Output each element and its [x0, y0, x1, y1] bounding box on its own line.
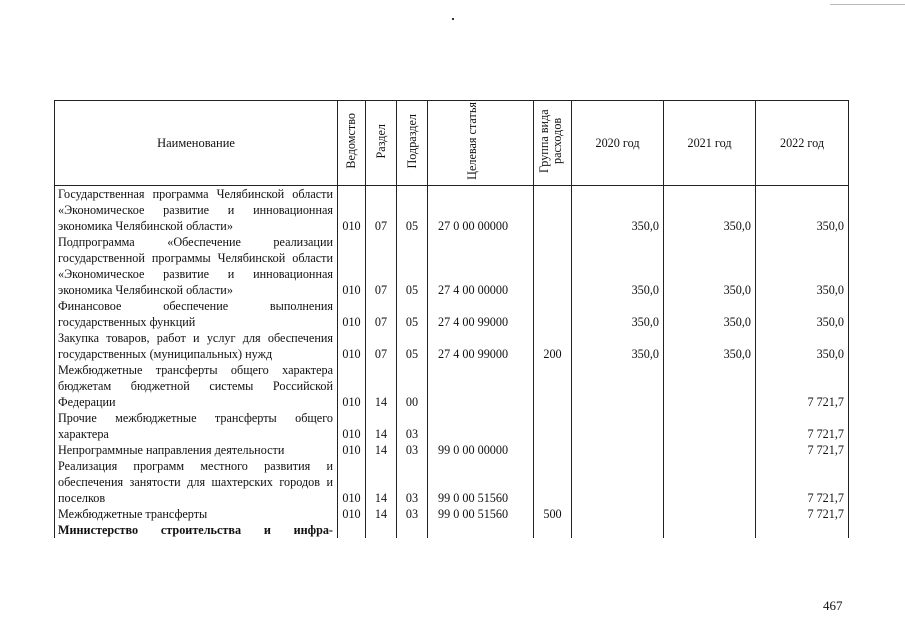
header-razdel: Раздел	[366, 101, 397, 186]
row-tselevaya-statya: 99 0 00 00000	[428, 442, 534, 458]
row-vedomstvo: 010	[338, 362, 366, 410]
row-gruppa-vida-raskhodov	[534, 442, 572, 458]
row-value-2021: 350,0	[664, 186, 756, 235]
row-value-2020: 350,0	[572, 330, 664, 362]
row-value-2022: 7 721,7	[756, 458, 849, 506]
row-tselevaya-statya: 27 0 00 00000	[428, 186, 534, 235]
header-podrazdel: Подраздел	[397, 101, 428, 186]
row-podrazdel	[397, 522, 428, 538]
row-gruppa-vida-raskhodov	[534, 362, 572, 410]
row-vedomstvo: 010	[338, 298, 366, 330]
row-razdel: 14	[366, 458, 397, 506]
row-value-2021	[664, 506, 756, 522]
row-value-2022	[756, 522, 849, 538]
row-name: Закупка товаров, работ и услуг для обеспечения государственных (муниципальных) нужд	[55, 330, 338, 362]
row-name: Прочие межбюджетные трансферты общего характера	[55, 410, 338, 442]
header-2021: 2021 год	[664, 101, 756, 186]
row-gruppa-vida-raskhodov	[534, 458, 572, 506]
row-vedomstvo: 010	[338, 506, 366, 522]
row-razdel	[366, 522, 397, 538]
row-podrazdel: 05	[397, 234, 428, 298]
row-podrazdel: 03	[397, 410, 428, 442]
row-podrazdel: 03	[397, 506, 428, 522]
header-2022: 2022 год	[756, 101, 849, 186]
row-razdel: 07	[366, 330, 397, 362]
row-name: Непрограммные направления деятельности	[55, 442, 338, 458]
row-name: Министерство строительства и инфра-	[55, 522, 338, 538]
row-value-2022: 350,0	[756, 186, 849, 235]
row-tselevaya-statya	[428, 362, 534, 410]
row-vedomstvo	[338, 522, 366, 538]
row-value-2020	[572, 522, 664, 538]
row-value-2021: 350,0	[664, 330, 756, 362]
row-name: Подпрограмма «Обеспечение реализации государственной программы Челябинской области «Экономическое развитие и инновационная экономика Челябинской области»	[55, 234, 338, 298]
row-gruppa-vida-raskhodov	[534, 234, 572, 298]
row-name: Финансовое обеспечение выполнения государственных функций	[55, 298, 338, 330]
row-value-2021	[664, 442, 756, 458]
budget-table	[54, 100, 849, 538]
row-gruppa-vida-raskhodov	[534, 410, 572, 442]
row-value-2022: 7 721,7	[756, 362, 849, 410]
row-podrazdel: 05	[397, 330, 428, 362]
row-vedomstvo: 010	[338, 442, 366, 458]
row-gruppa-vida-raskhodov	[534, 186, 572, 235]
row-podrazdel: 05	[397, 186, 428, 235]
row-podrazdel: 00	[397, 362, 428, 410]
header-name: Наименование	[55, 101, 338, 186]
table-row	[55, 298, 849, 330]
table-row	[55, 234, 849, 298]
row-vedomstvo: 010	[338, 330, 366, 362]
row-podrazdel: 03	[397, 458, 428, 506]
row-vedomstvo: 010	[338, 234, 366, 298]
row-name: Реализация программ местного развития и обеспечения занятости для шахтерских городов и поселков	[55, 458, 338, 506]
table-body	[55, 186, 849, 539]
row-value-2020: 350,0	[572, 234, 664, 298]
row-tselevaya-statya: 27 4 00 99000	[428, 330, 534, 362]
table-row	[55, 458, 849, 506]
row-value-2020: 350,0	[572, 298, 664, 330]
scan-speck	[452, 18, 454, 20]
table-row	[55, 186, 849, 235]
table-row	[55, 506, 849, 522]
table-row	[55, 330, 849, 362]
header-2020: 2020 год	[572, 101, 664, 186]
row-tselevaya-statya: 99 0 00 51560	[428, 458, 534, 506]
row-value-2022: 7 721,7	[756, 442, 849, 458]
row-name: Межбюджетные трансферты	[55, 506, 338, 522]
table-row	[55, 442, 849, 458]
table-row	[55, 522, 849, 538]
row-gruppa-vida-raskhodov	[534, 298, 572, 330]
row-podrazdel: 05	[397, 298, 428, 330]
row-value-2020: 350,0	[572, 186, 664, 235]
row-value-2021	[664, 522, 756, 538]
scan-corner-line	[830, 4, 905, 5]
row-tselevaya-statya	[428, 410, 534, 442]
row-gruppa-vida-raskhodov	[534, 522, 572, 538]
row-podrazdel: 03	[397, 442, 428, 458]
row-value-2021	[664, 362, 756, 410]
row-value-2021: 350,0	[664, 234, 756, 298]
row-gruppa-vida-raskhodov: 200	[534, 330, 572, 362]
table-header-row	[55, 101, 849, 186]
row-value-2021: 350,0	[664, 298, 756, 330]
table-row	[55, 362, 849, 410]
row-name: Межбюджетные трансферты общего характера бюджетам бюджетной системы Российской Федерации	[55, 362, 338, 410]
row-value-2020	[572, 362, 664, 410]
row-tselevaya-statya	[428, 522, 534, 538]
row-value-2022: 350,0	[756, 330, 849, 362]
row-razdel: 07	[366, 186, 397, 235]
header-tselevaya-statya: Целевая статья	[428, 101, 534, 186]
row-value-2020	[572, 506, 664, 522]
row-value-2021	[664, 458, 756, 506]
row-vedomstvo: 010	[338, 458, 366, 506]
row-name: Государственная программа Челябинской области «Экономическое развитие и инновационная экономика Челябинской области»	[55, 186, 338, 235]
row-vedomstvo: 010	[338, 410, 366, 442]
row-razdel: 14	[366, 442, 397, 458]
row-value-2022: 350,0	[756, 298, 849, 330]
row-value-2020	[572, 410, 664, 442]
row-value-2022: 7 721,7	[756, 506, 849, 522]
row-value-2020	[572, 458, 664, 506]
header-vedomstvo: Ведомство	[338, 101, 366, 186]
row-razdel: 14	[366, 506, 397, 522]
row-razdel: 07	[366, 298, 397, 330]
row-tselevaya-statya: 99 0 00 51560	[428, 506, 534, 522]
row-tselevaya-statya: 27 4 00 00000	[428, 234, 534, 298]
row-value-2020	[572, 442, 664, 458]
row-value-2022: 350,0	[756, 234, 849, 298]
row-tselevaya-statya: 27 4 00 99000	[428, 298, 534, 330]
row-gruppa-vida-raskhodov: 500	[534, 506, 572, 522]
row-razdel: 07	[366, 234, 397, 298]
row-value-2021	[664, 410, 756, 442]
row-value-2022: 7 721,7	[756, 410, 849, 442]
row-vedomstvo: 010	[338, 186, 366, 235]
header-gruppa-vida-raskhodov: Группа вида расходов	[534, 101, 572, 186]
table-row	[55, 410, 849, 442]
row-razdel: 14	[366, 410, 397, 442]
row-razdel: 14	[366, 362, 397, 410]
page-number: 467	[823, 598, 843, 613]
